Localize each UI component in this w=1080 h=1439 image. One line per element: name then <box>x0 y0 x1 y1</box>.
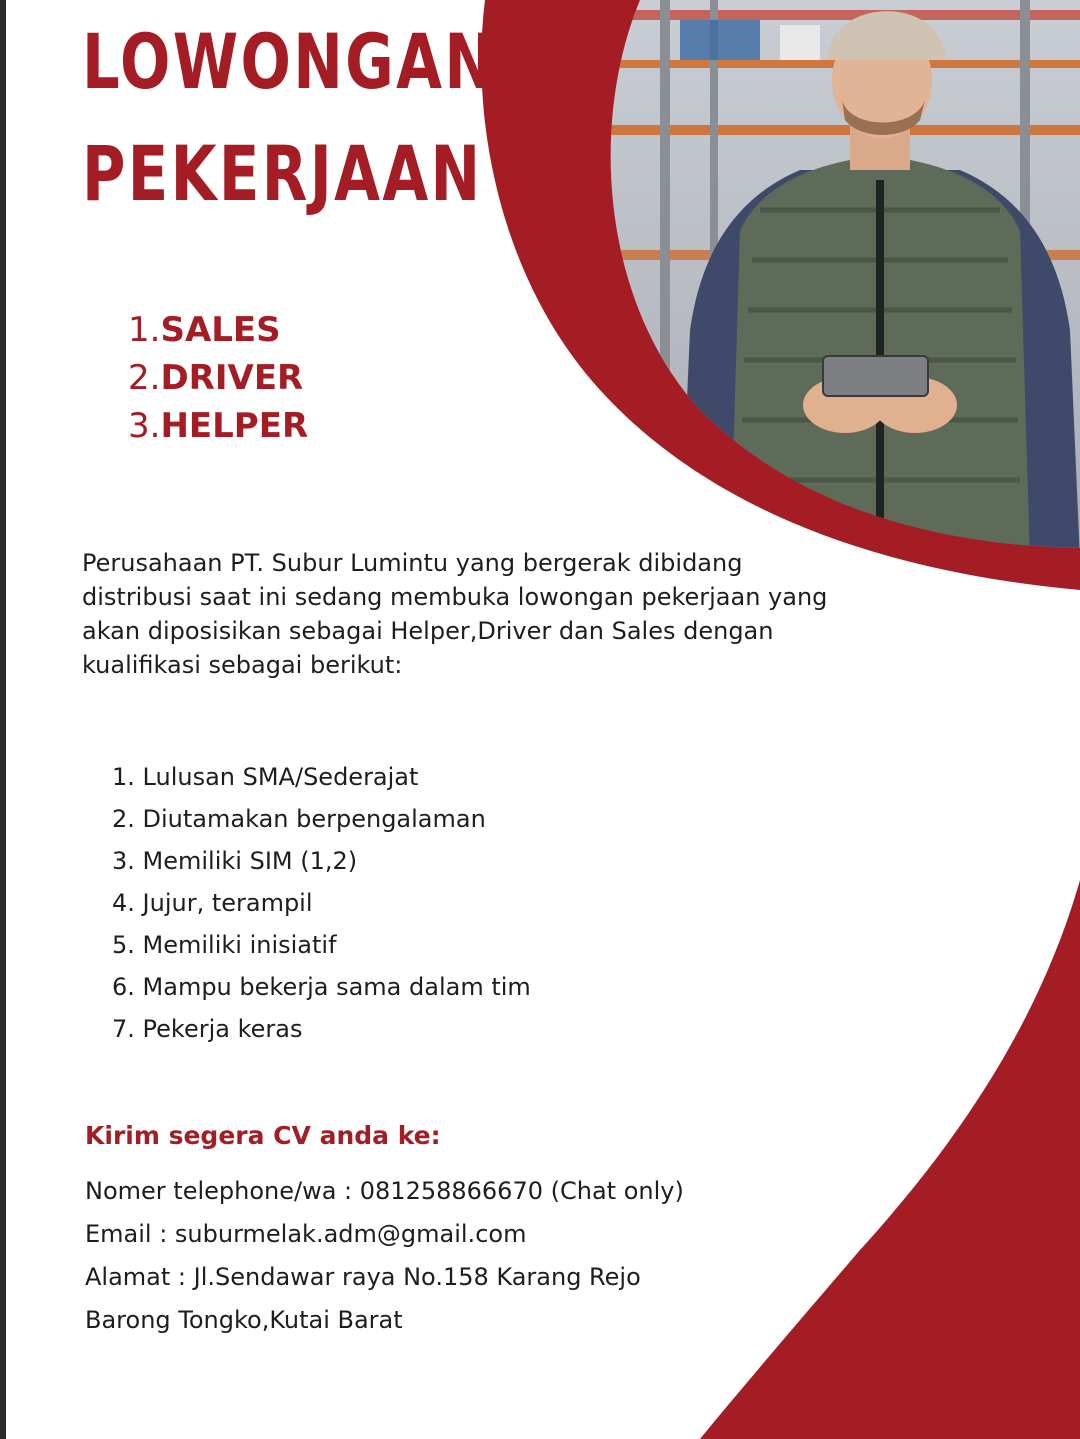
contact-address-line-2: Barong Tongko,Kutai Barat <box>85 1306 403 1334</box>
qualification-item: 2. Diutamakan berpengalaman <box>112 805 486 833</box>
position-number: 1. <box>128 310 161 350</box>
position-name: HELPER <box>160 406 309 446</box>
position-item <box>128 402 308 450</box>
contact-email: Email : suburmelak.adm@gmail.com <box>85 1220 527 1248</box>
position-name: DRIVER <box>160 358 304 398</box>
position-item <box>128 354 308 402</box>
qualification-item: 7. Pekerja keras <box>112 1015 303 1043</box>
position-name: SALES <box>160 310 281 350</box>
contact-heading: Kirim segera CV anda ke: <box>85 1121 441 1150</box>
qualifications-list <box>112 756 531 1050</box>
contact-phone: Nomer telephone/wa : 081258866670 (Chat only) <box>85 1177 684 1205</box>
position-number: 2. <box>128 358 161 398</box>
qualification-item: 3. Memiliki SIM (1,2) <box>112 847 358 875</box>
page-title-line-2: PEKERJAAN <box>82 129 483 218</box>
contact-info-list <box>85 1170 684 1342</box>
qualification-item: 1. Lulusan SMA/Sederajat <box>112 763 419 791</box>
qualification-item: 4. Jujur, terampil <box>112 889 313 917</box>
page-title-line-1: LOWONGAN <box>82 17 497 106</box>
job-positions-list <box>128 306 308 450</box>
qualification-item: 6. Mampu bekerja sama dalam tim <box>112 973 531 1001</box>
company-intro-paragraph: Perusahaan PT. Subur Lumintu yang bergerak dibidang distribusi saat ini sedang membuka lowongan pekerjaan yang akan diposisikan sebagai Helper,Driver dan Sales dengan kualifikasi sebagai berikut: <box>82 549 828 679</box>
contact-address-line-1: Alamat : Jl.Sendawar raya No.158 Karang Rejo <box>85 1263 641 1291</box>
qualification-item: 5. Memiliki inisiatif <box>112 931 337 959</box>
position-item <box>128 306 308 354</box>
position-number: 3. <box>128 406 161 446</box>
